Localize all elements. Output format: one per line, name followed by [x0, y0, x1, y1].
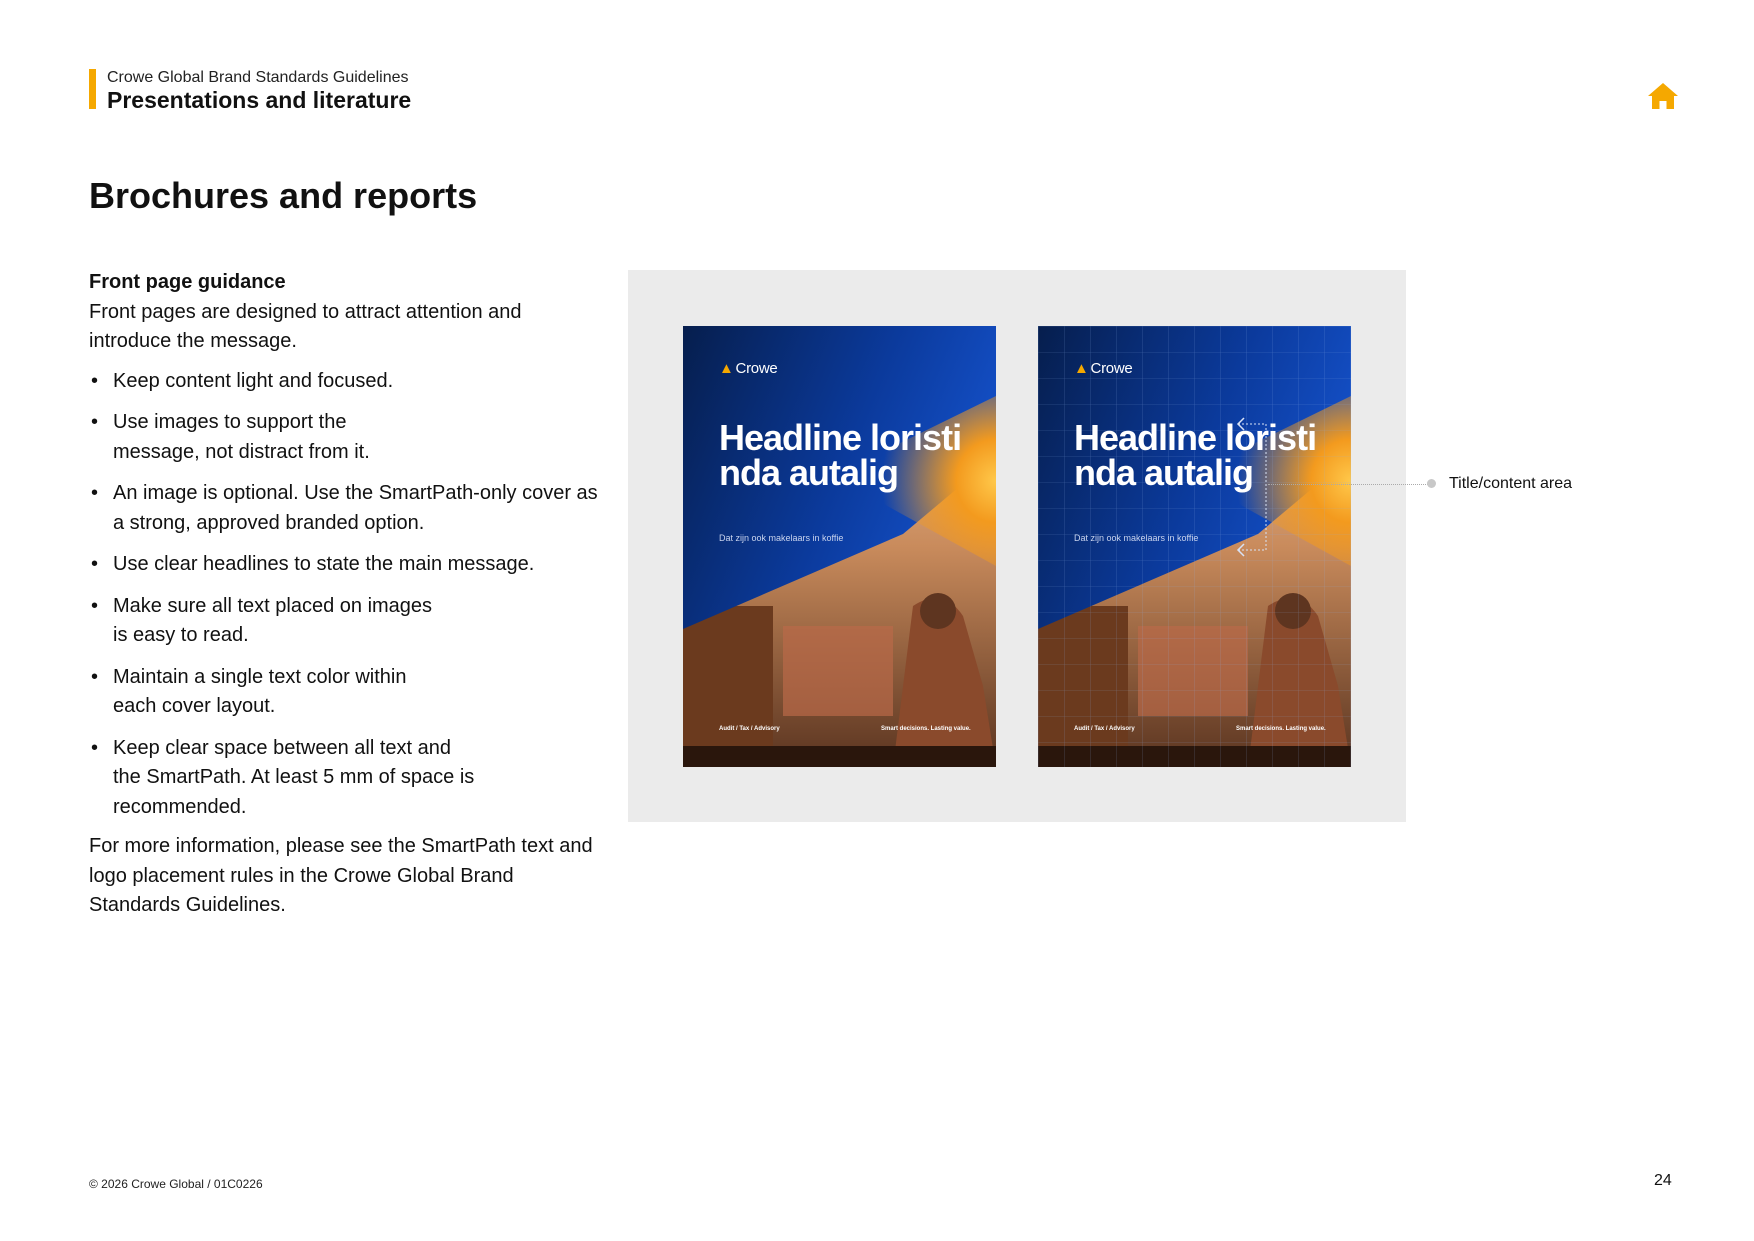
accent-bar: [89, 69, 96, 109]
guidance-more-info: For more information, please see the SmartPath text and logo placement rules in the Crowe Global Brand Standards Guidelines.: [89, 835, 593, 916]
list-item: • Maintain a single text color within each cover layout.: [91, 665, 407, 717]
guidelines-kicker: Crowe Global Brand Standards Guidelines: [107, 69, 409, 86]
cover-subhead: Dat zijn ook makelaars in koffie: [719, 533, 844, 543]
guidance-heading: Front page guidance: [89, 271, 286, 293]
guidance-list: [89, 367, 609, 823]
list-item: • Make sure all text placed on images is easy to read.: [91, 594, 433, 646]
page-title: Brochures and reports: [89, 175, 478, 216]
page-number: 24: [1654, 1172, 1672, 1189]
list-item: • Keep clear space between all text and the SmartPath. At least 5 mm of space is recommended.: [91, 736, 475, 818]
brochure-cover-example: [683, 326, 996, 767]
list-item: • Use images to support the message, not distract from it.: [91, 411, 370, 463]
cover-artwork: [1038, 326, 1351, 767]
home-icon[interactable]: [1647, 82, 1679, 110]
title-content-area-callout: Title/content area: [1449, 475, 1573, 492]
brochure-cover-annotated: [1038, 326, 1351, 767]
cover-artwork: [683, 326, 996, 767]
list-item: • Keep content light and focused.: [91, 369, 394, 392]
callout-dot: [1427, 479, 1436, 488]
crowe-logo: ▲ Crowe: [1074, 360, 1133, 377]
cover-headline: Headline loristi nda autalig: [719, 417, 962, 493]
front-page-guidance: [89, 268, 609, 921]
crowe-logo: ▲ Crowe: [719, 360, 778, 377]
callout-leader-line: [1268, 484, 1428, 485]
list-item: • An image is optional. Use the SmartPath-only cover as a strong, approved branded option.: [91, 482, 598, 534]
crowe-mark-icon: ▲: [1074, 360, 1089, 377]
guidance-intro: Front pages are designed to attract attention and introduce the message.: [89, 300, 522, 352]
cover-footer-tagline: Smart decisions. Lasting value.: [881, 726, 971, 732]
cover-headline: Headline loristi nda autalig: [1074, 417, 1317, 493]
cover-footer-services: Audit / Tax / Advisory: [719, 726, 780, 732]
cover-examples-panel: [628, 270, 1406, 822]
section-title: Presentations and literature: [107, 87, 412, 113]
cover-subhead: Dat zijn ook makelaars in koffie: [1074, 533, 1199, 543]
cover-footer-tagline: Smart decisions. Lasting value.: [1236, 726, 1326, 732]
list-item: • Use clear headlines to state the main message.: [91, 553, 535, 575]
crowe-mark-icon: ▲: [719, 360, 734, 377]
cover-footer-services: Audit / Tax / Advisory: [1074, 726, 1135, 732]
copyright-footer: © 2026 Crowe Global / 01C0226: [89, 1177, 263, 1191]
